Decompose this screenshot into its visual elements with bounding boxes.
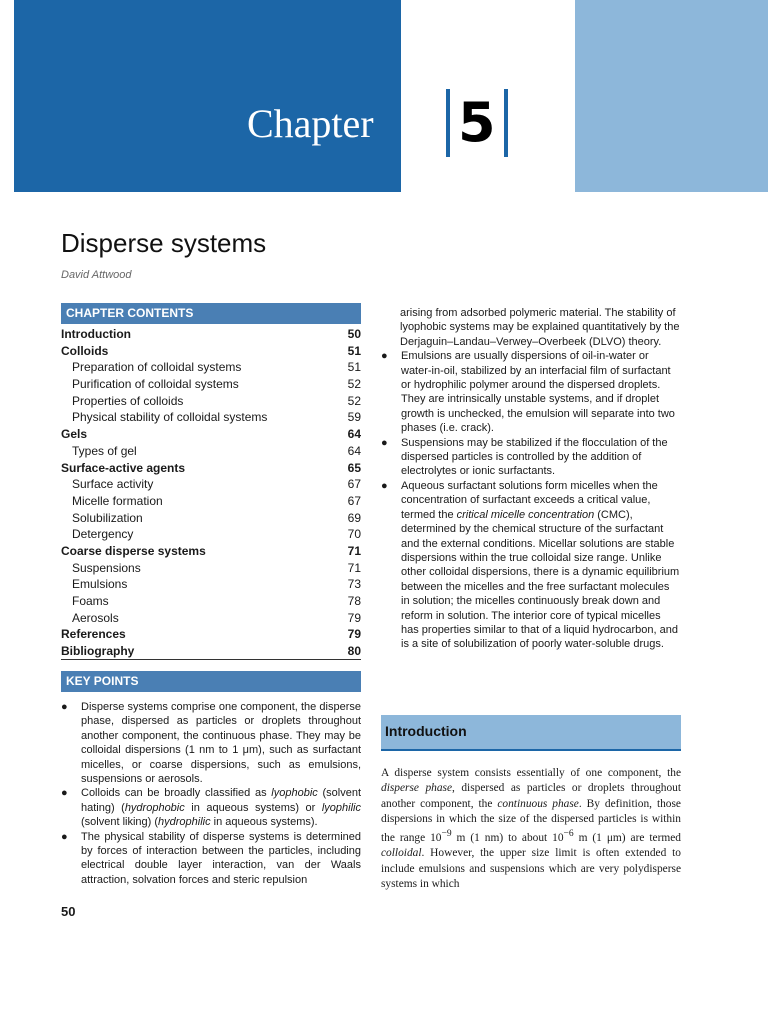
chapter-title: Disperse systems	[61, 228, 267, 258]
contents-entry-page: 59	[347, 410, 361, 425]
contents-entry-page: 73	[347, 577, 361, 592]
contents-entry-page: 64	[347, 427, 361, 442]
header-accent-block	[575, 0, 768, 192]
contents-entry-label: Introduction	[61, 327, 131, 341]
contents-entry[interactable]	[61, 526, 361, 543]
chapter-number: 5	[458, 91, 496, 154]
page-number: 50	[61, 904, 76, 919]
contents-entry-page: 79	[347, 610, 361, 625]
contents-entry[interactable]	[61, 610, 361, 627]
contents-entry-label: Aerosols	[72, 610, 119, 625]
contents-entry-page: 67	[347, 477, 361, 492]
contents-entry[interactable]	[61, 343, 361, 360]
contents-entry-page: 51	[347, 343, 361, 358]
contents-entry-label: Bibliography	[61, 644, 135, 659]
contents-entry-label: Detergency	[72, 527, 134, 542]
chapter-label: Chapter	[247, 101, 374, 146]
contents-entry-page: 52	[347, 393, 361, 408]
contents-entry[interactable]	[61, 376, 361, 393]
contents-entry-page: 69	[347, 510, 361, 525]
contents-entry-label: Surface activity	[72, 477, 154, 492]
chapter-number-block	[446, 88, 508, 158]
contents-entry-label: Physical stability of colloidal systems	[72, 410, 268, 425]
introduction-heading: Introduction	[381, 715, 681, 751]
key-point-item: ● Colloids can be broadly classified as lyophobic (solvent hating) (hydrophobic in aqueous systems) or lyophilic (solvent liking) (hydrophilic in aqueous systems).	[61, 787, 362, 829]
contents-entry[interactable]	[61, 460, 361, 477]
contents-entry-page: 71	[347, 543, 361, 558]
chapter-number-right-bar	[504, 89, 508, 157]
contents-divider	[61, 659, 361, 660]
contents-entry-label: Purification of colloidal systems	[72, 377, 239, 392]
contents-entry[interactable]	[61, 576, 361, 593]
contents-entry-label: Types of gel	[72, 443, 137, 458]
contents-entry[interactable]	[61, 593, 361, 610]
key-point-item: ● Suspensions may be stabilized if the flocculation of the dispersed particles is controlled by the addition of electrolytes or ionic surfactants.	[381, 436, 668, 478]
contents-entry[interactable]	[61, 443, 361, 460]
contents-entry-page: 64	[347, 443, 361, 458]
contents-entry-page: 80	[347, 644, 361, 659]
contents-entry-label: Surface-active agents	[61, 460, 186, 475]
contents-entry[interactable]	[61, 493, 361, 510]
chapter-contents-list	[61, 326, 361, 660]
contents-entry-page: 52	[347, 377, 361, 392]
contents-entry-page: 50	[347, 327, 361, 341]
key-point-item: ● Aqueous surfactant solutions form micelles when the concentration of surfactant exceeds a critical value, termed the critical micelle concentration (CMC), determined by the chemical structure of the surfactant and the external conditions. Micellar solutions are stable dispersions within the true colloidal size range. Unlike other colloidal dispersions, there is a dynamic equilibrium between the micelles and the free surfactant molecules in solution; the micelles continuously break down and reform in solution. The interior core of typical micelles has properties similar to that of a liquid hydrocarbon, and is a site of solubilization of poorly water-soluble drugs.	[381, 479, 680, 651]
contents-entry-page: 65	[347, 460, 361, 475]
contents-entry-label: Foams	[72, 594, 109, 608]
contents-entry-label: Micelle formation	[72, 493, 163, 508]
contents-entry[interactable]	[61, 326, 361, 343]
contents-entry[interactable]	[61, 426, 361, 443]
contents-entry-page: 67	[347, 493, 361, 508]
contents-entry-page: 79	[347, 627, 361, 642]
contents-entry-page: 70	[347, 527, 361, 542]
key-point-item: ● The physical stability of disperse systems is determined by forces of interaction between the particles, including electrical double layer interaction, van der Waals attraction, solvation forces and steric repulsion	[61, 830, 361, 886]
key-point-item: ● Disperse systems comprise one component, the disperse phase, dispersed as particles or droplets throughout another component, the continuous phase. They may be colloidal dispersions (1 nm to 1 μm), such as surfactant micelles, or coarse dispersions, such as emulsions, suspensions or aerosols.	[61, 701, 362, 786]
contents-entry-label: Properties of colloids	[72, 393, 184, 408]
contents-entry[interactable]	[61, 510, 361, 527]
contents-entry[interactable]	[61, 409, 361, 426]
contents-entry[interactable]	[61, 560, 361, 577]
key-points-continuation	[381, 306, 681, 652]
contents-entry[interactable]	[61, 643, 361, 660]
contents-entry-page: 71	[347, 560, 361, 575]
contents-entry[interactable]	[61, 626, 361, 643]
chapter-contents-heading: CHAPTER CONTENTS	[61, 303, 361, 324]
contents-entry-page: 51	[347, 360, 361, 375]
key-point-continuation-text: arising from adsorbed polymeric material. The stability of lyophobic systems may be explained quantitatively by the Derjaguin–Landau–Verwey–Overbeek (DLVO) theory.	[400, 307, 680, 348]
contents-entry[interactable]	[61, 476, 361, 493]
contents-entry-label: Emulsions	[72, 577, 128, 592]
contents-entry-label: Coarse disperse systems	[61, 543, 206, 558]
contents-entry-label: Solubilization	[72, 510, 143, 525]
contents-entry-label: Gels	[61, 427, 88, 442]
key-points-heading: KEY POINTS	[61, 671, 361, 692]
contents-entry-label: Colloids	[61, 343, 109, 358]
contents-entry-label: Preparation of colloidal systems	[72, 360, 242, 375]
contents-entry[interactable]	[61, 543, 361, 560]
chapter-banner	[14, 0, 401, 192]
contents-entry-page: 78	[347, 594, 361, 608]
contents-entry[interactable]	[61, 359, 361, 376]
introduction-paragraph: A disperse system consists essentially of one component, the disperse phase, dispersed as particles or droplets throughout another component, the continuous phase. By definition, those dispersions in which the size of the dispersed particles is within the range $10^{-9}$ m (1 nm) to about $10^{-6}$ m (1 μm) are termed colloidal. However, the upper size limit is often extended to include emulsions and suspensions which are very polydisperse systems in which	[381, 767, 682, 890]
chapter-author: David Attwood	[61, 269, 132, 281]
key-points-list	[61, 700, 361, 887]
contents-entry-label: Suspensions	[72, 560, 141, 575]
contents-entry[interactable]	[61, 393, 361, 410]
contents-entry-label: References	[61, 627, 126, 642]
key-point-item: ● Emulsions are usually dispersions of oil-in-water or water-in-oil, stabilized by an interfacial film of surfactant or hydrophilic polymer around the dispersed droplets. They are intrinsically unstable systems, and if droplet growth is unchecked, the emulsion will separate into two phases (i.e. crack).	[381, 350, 675, 435]
